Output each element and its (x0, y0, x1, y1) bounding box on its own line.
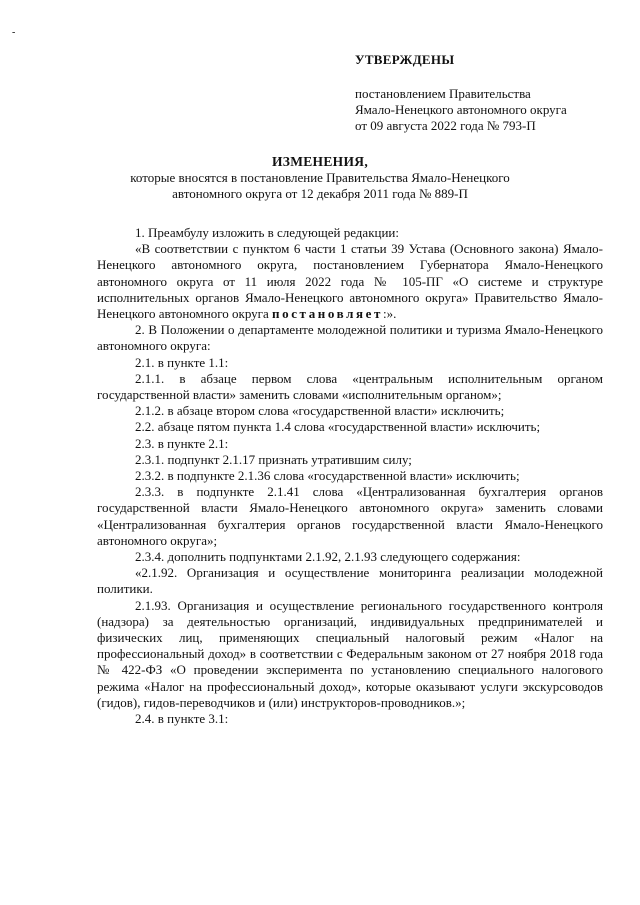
paragraph-8: 2.3. в пункте 2.1: (135, 435, 229, 451)
approval-line: постановлением Правительства (355, 86, 531, 101)
paragraph-14: 2.1.93. Организация и осуществление регионального государственного контроля (надзора) за деятельностью организаций, индивидуальных предпринимателей и физических лиц, применяющих специальный налоговый режим «Налог на профессиональный доход» в соответствии с Федеральным законом от 27 ноября 2018 года № 422-ФЗ «О проведении эксперимента по установлению специального налогового режима «Налог на профессиональный доход», которые оказывают услуги экскурсоводов (гидов), гидов-переводчиков и (или) инструкторов-проводников.»; (97, 597, 603, 710)
paragraph-2 (97, 241, 603, 322)
paragraph-9: 2.3.1. подпункт 2.1.17 признать утратившим силу; (135, 451, 412, 467)
paragraph-5: 2.1.1. в абзаце первом слова «центральным исполнительным органом государственной власти» заменить словами «исполнительным органом»; (97, 370, 603, 403)
document-body (97, 225, 603, 727)
title-subline: которые вносятся в постановление Правительства Ямало-Ненецкого (130, 170, 510, 185)
paragraph-4: 2.1. в пункте 1.1: (135, 354, 229, 370)
approval-block (355, 52, 625, 134)
preamble-tail: :». (383, 306, 397, 322)
approval-line: Ямало-Ненецкого автономного округа (355, 102, 567, 117)
preamble-spaced-word: постановляет (272, 306, 384, 322)
paragraph-3: 2. В Положении о департаменте молодежной политики и туризма Ямало-Ненецкого автономного округа: (97, 322, 603, 354)
document-title (0, 154, 640, 202)
paragraph-15: 2.4. в пункте 3.1: (135, 711, 229, 727)
approval-heading: УТВЕРЖДЕНЫ (355, 52, 455, 67)
approval-line: от 09 августа 2022 года № 793-П (355, 118, 536, 133)
paragraph-13: «2.1.92. Организация и осуществление мониторинга реализации молодежной политики. (97, 565, 603, 597)
paragraph-11: 2.3.3. в подпункте 2.1.41 слова «Централизованная бухгалтерия органов государственной власти Ямало-Ненецкого автономного округа» заменить словами «Централизованная бухгалтерия органов государственной власти Ямало-Ненецкого автономного округа»; (97, 484, 603, 548)
paragraph-1: 1. Преамбулу изложить в следующей редакции: (135, 225, 399, 240)
title-subline: автономного округа от 12 декабря 2011 года № 889-П (172, 186, 468, 201)
corner-mark: - (12, 27, 16, 38)
paragraph-6: 2.1.2. в абзаце втором слова «государственной власти» исключить; (135, 403, 505, 419)
paragraph-12: 2.3.4. дополнить подпунктами 2.1.92, 2.1.93 следующего содержания: (135, 549, 521, 565)
preamble-text: «В соответствии с пунктом 6 части 1 статьи 39 Устава (Основного закона) Ямало-Ненецкого автономного округа, постановлением Губернатора Ямало-Ненецкого автономного округа от 11 июля 2022 года № 105-ПГ «О системе и структуре исполнительных органов Ямало-Ненецкого автономного округа» Правительство Ямало-Ненецкого автономного округа (97, 241, 603, 322)
title-heading: ИЗМЕНЕНИЯ, (271, 154, 368, 169)
paragraph-10: 2.3.2. в подпункте 2.1.36 слова «государственной власти» исключить; (135, 468, 520, 484)
paragraph-7: 2.2. абзаце пятом пункта 1.4 слова «государственной власти» исключить; (135, 419, 541, 435)
